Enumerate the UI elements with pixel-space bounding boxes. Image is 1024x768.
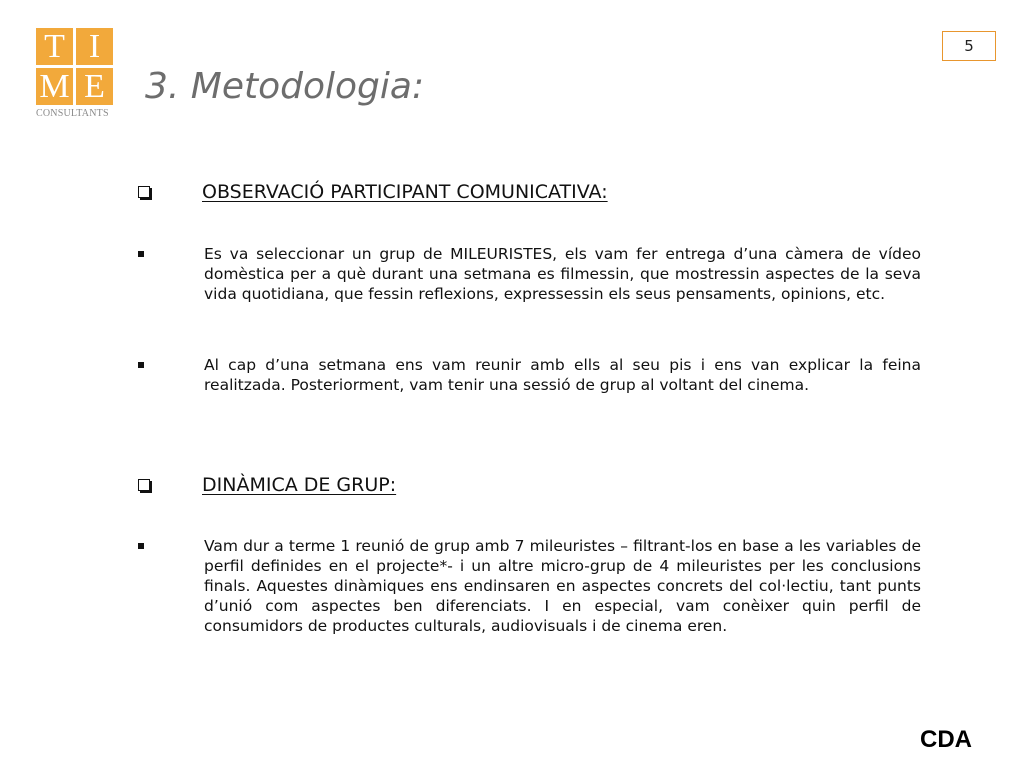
checkbox-bullet-icon (138, 479, 150, 491)
slide-title: 3. Metodologia: (145, 66, 425, 107)
section-heading-dinamica (138, 474, 396, 496)
section-heading-text: OBSERVACIÓ PARTICIPANT COMUNICATIVA: (202, 181, 608, 203)
bullet-text: Vam dur a terme 1 reunió de grup amb 7 mileuristes – filtrant-los en base a les variables de perfil definides en el projecte*- i un altre micro-grup de 4 mileuristes per les conclusions finals. Aquestes dinàmiques ens endinsaren en aspectes concrets del col·lectiu, tant punts d’unió com aspectes ben diferenciats. I en especial, vam conèixer quin perfil de consumidors de productes culturals, audiovisuals i de cinema eren. (204, 537, 921, 635)
bullet-text: Es va seleccionar un grup de MILEURISTES, els vam fer entrega d’una càmera de vídeo domèstica per a què durant una setmana es filmessin, que mostressin aspectes de la seva vida quotidiana, que fessin reflexions, expressessin els seus pensaments, opinions, etc. (204, 245, 921, 303)
logo-subtitle: CONSULTANTS (36, 108, 109, 119)
logo-letter: T (36, 28, 73, 65)
checkbox-bullet-icon (138, 186, 150, 198)
logo-letter-grid (36, 28, 114, 105)
list-item (138, 536, 921, 636)
footer-label: CDA (920, 726, 972, 753)
list-item (138, 355, 921, 395)
section-heading-observacio (138, 181, 608, 203)
logo-letter: I (76, 28, 113, 65)
square-bullet-icon (138, 543, 144, 549)
logo-letter: M (36, 68, 73, 105)
page-number-badge: 5 (942, 31, 996, 61)
bullet-text: Al cap d’una setmana ens vam reunir amb ells al seu pis i ens van explicar la feina realitzada. Posteriorment, vam tenir una sessió de grup al voltant del cinema. (204, 356, 921, 394)
section-heading-text: DINÀMICA DE GRUP: (202, 474, 397, 496)
square-bullet-icon (138, 362, 144, 368)
square-bullet-icon (138, 251, 144, 257)
time-consultants-logo (36, 28, 114, 119)
logo-letter: E (76, 68, 113, 105)
list-item (138, 244, 921, 304)
